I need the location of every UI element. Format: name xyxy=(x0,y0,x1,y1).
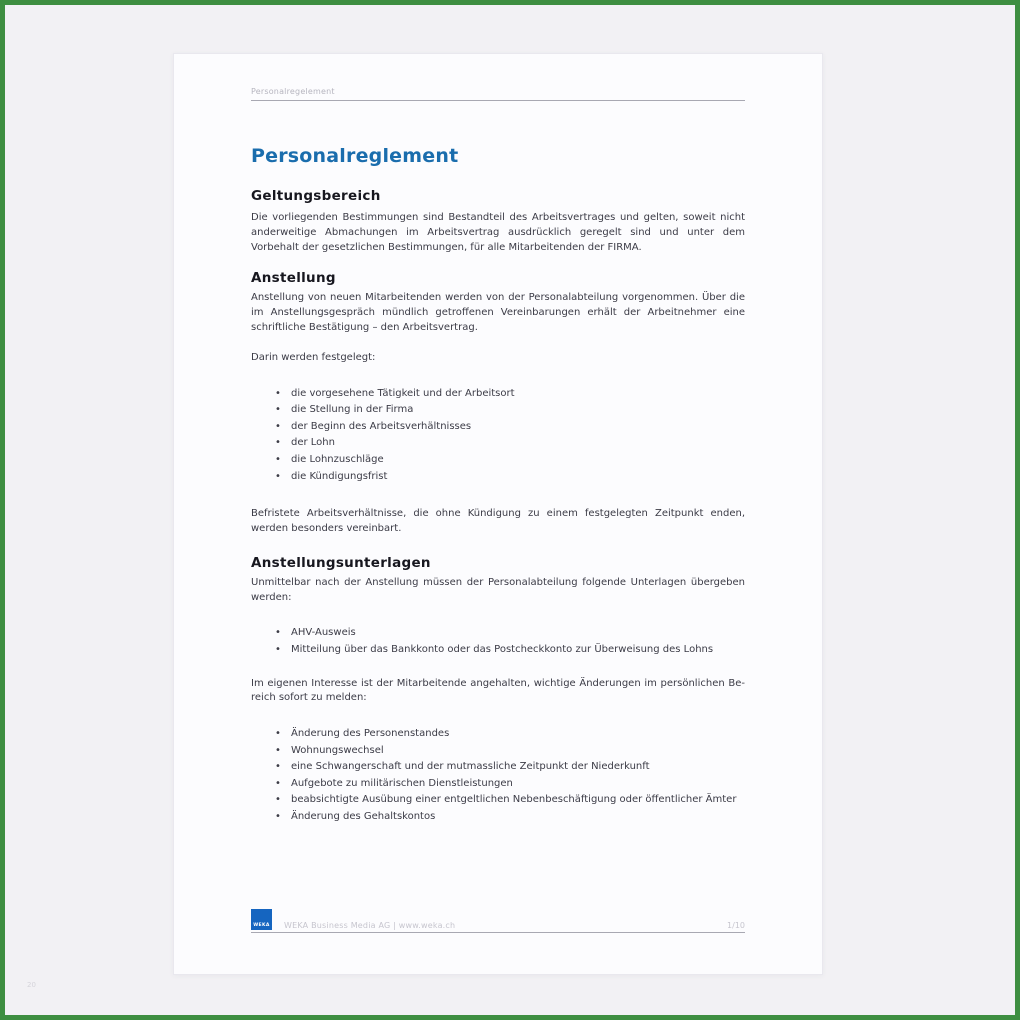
weka-logo xyxy=(251,909,272,930)
list-item: • die Lohnzuschläge xyxy=(251,452,745,469)
section-anstellungsunterlagen xyxy=(251,555,745,826)
paragraph: Im eigenen Interesse ist der Mitarbeitende angehalten, wichtige Änderungen im persönlichen Bereich sofort zu melden: xyxy=(251,677,745,704)
list-item: • eine Schwangerschaft und der mutmassliche Zeitpunkt der Niederkunft xyxy=(251,759,745,776)
section-heading: Geltungsbereich xyxy=(251,188,381,204)
running-header-text: Personalregelement xyxy=(251,87,335,96)
footer-company-text: WEKA Business Media AG | www.weka.ch xyxy=(284,921,456,930)
list-item: • Änderung des Personenstandes xyxy=(251,726,745,743)
weka-logo-text: WEKA xyxy=(253,923,270,928)
page-footer xyxy=(251,909,745,933)
list-item: • die Kündigungsfrist xyxy=(251,469,745,486)
running-header xyxy=(251,87,745,101)
paragraph: Die vorliegenden Bestimmungen sind Bestandteil des Arbeitsvertrages und gelten, soweit nicht anderweitige Abmachungen im Arbeitsvertrag ausdrücklich geregelt sind und unter dem Vorbehalt der gesetzlichen Bestimmungen, für alle Mitarbeitenden der FIRMA. xyxy=(251,212,745,253)
corner-mark: 20 xyxy=(27,981,36,989)
bullet-list xyxy=(251,386,745,486)
list-item: • der Beginn des Arbeitsverhältnisses xyxy=(251,419,745,436)
list-item: • Änderung des Gehaltskontos xyxy=(251,809,745,826)
bullet-list xyxy=(251,625,745,658)
paragraph: Unmittelbar nach der Anstellung müssen der Personalabteilung folgende Unterlagen übergeben werden: xyxy=(251,576,745,603)
list-item: • AHV-Ausweis xyxy=(251,625,745,642)
paragraph: Befristete Arbeitsverhältnisse, die ohne Kündigung zu einem festgelegten Zeitpunkt enden, werden besonders vereinbart. xyxy=(251,508,745,534)
list-item: • beabsichtigte Ausübung einer entgeltlichen Nebenbeschäftigung oder öffentlicher Ämter xyxy=(251,792,745,809)
page-title: Personalreglement xyxy=(251,145,459,167)
paragraph: Anstellung von neuen Mitarbeitenden werden von der Personalabteilung vorgenommen. Über die im Anstellungsgespräch mündlich getroffenen Vereinbarungen erhält der Arbeitnehmer eine schriftliche Bestätigung – den Arbeitsvertrag. xyxy=(251,292,745,333)
list-item: • der Lohn xyxy=(251,435,745,452)
document-page xyxy=(173,53,823,975)
page-content xyxy=(174,54,822,974)
list-item: • Aufgebote zu militärischen Dienstleistungen xyxy=(251,776,745,793)
section-anstellung xyxy=(251,270,745,536)
footer-row xyxy=(251,909,745,933)
section-heading: Anstellungsunterlagen xyxy=(251,554,431,571)
bullet-list xyxy=(251,726,745,826)
section-geltungsbereich xyxy=(251,188,745,255)
list-item: • die Stellung in der Firma xyxy=(251,402,745,419)
footer-page-number: 1/10 xyxy=(727,921,745,930)
list-item: • Mitteilung über das Bankkonto oder das Postcheckkonto zur Überweisung des Lohns xyxy=(251,642,745,659)
list-item: • die vorgesehene Tätigkeit und der Arbeitsort xyxy=(251,386,745,403)
section-heading: Anstellung xyxy=(251,270,336,287)
paragraph: Darin werden festgelegt: xyxy=(251,351,376,363)
list-item: • Wohnungswechsel xyxy=(251,743,745,760)
